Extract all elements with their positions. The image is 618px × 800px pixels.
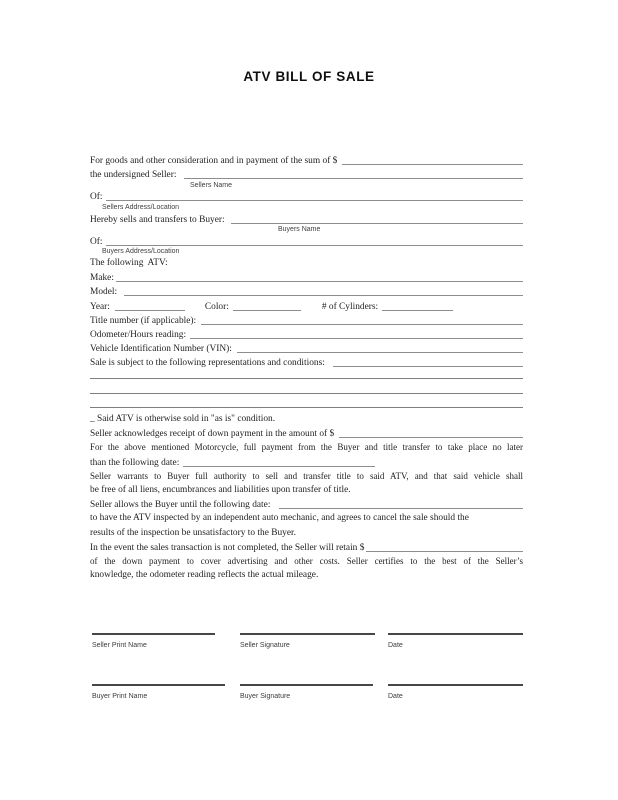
seller-address-caption: Sellers Address/Location bbox=[102, 204, 180, 212]
full-payment-date-field[interactable] bbox=[183, 457, 375, 467]
seller-signature-row bbox=[90, 633, 523, 683]
seller-print-name-cell bbox=[92, 633, 215, 649]
title-number-label: Title number (if applicable): bbox=[90, 315, 197, 326]
conditions-label: Sale is subject to the following representations and conditions: bbox=[90, 358, 325, 369]
sum-amount-field[interactable] bbox=[342, 155, 523, 165]
conditions-line-3-field[interactable] bbox=[90, 384, 523, 394]
title-number-field[interactable] bbox=[201, 315, 523, 325]
inspection-date-field[interactable] bbox=[279, 499, 523, 509]
vin-row bbox=[90, 341, 523, 355]
color-field[interactable] bbox=[233, 301, 301, 311]
as-is-clause: _ Said ATV is otherwise sold in "as is" condition. bbox=[90, 414, 276, 424]
seller-address-field[interactable] bbox=[106, 191, 524, 201]
conditions-line-4-field[interactable] bbox=[90, 398, 523, 408]
buyer-date-line[interactable] bbox=[388, 684, 523, 686]
buyer-address-row bbox=[90, 234, 523, 248]
model-label: Model: bbox=[90, 287, 118, 298]
buyer-of-label: Of: bbox=[90, 236, 103, 247]
down-payment-amount-field[interactable] bbox=[339, 428, 523, 438]
retain-clause-line-2: knowledge, the odometer reading reflects the actual mileage. bbox=[90, 570, 319, 581]
vin-field[interactable] bbox=[237, 343, 523, 353]
conditions-field[interactable] bbox=[333, 357, 523, 367]
buyer-print-name-line[interactable] bbox=[92, 684, 225, 686]
warranty-clause-line-2: be free of all liens, encumbrances and liabilities upon transfer of title. bbox=[90, 484, 351, 495]
title-number-row bbox=[90, 313, 523, 327]
retain-clause-line-1: of the down payment to cover advertising and other costs. Seller certifies to the best of the Seller’s bbox=[90, 555, 523, 566]
buyer-name-row bbox=[90, 212, 523, 226]
odometer-label: Odometer/Hours reading: bbox=[90, 329, 187, 340]
year-field[interactable] bbox=[115, 301, 185, 311]
buyer-signature-cell bbox=[240, 684, 373, 700]
than-date-label: than the following date: bbox=[90, 457, 180, 468]
buyer-address-caption: Buyers Address/Location bbox=[102, 248, 180, 256]
color-label: Color: bbox=[204, 301, 229, 312]
odometer-field[interactable] bbox=[190, 329, 523, 339]
make-row bbox=[90, 270, 523, 284]
seller-date-cell bbox=[388, 633, 523, 649]
buyer-name-field[interactable] bbox=[231, 214, 523, 224]
buyer-name-caption: Buyers Name bbox=[278, 226, 321, 234]
following-atv-heading: The following ATV: bbox=[90, 257, 168, 268]
conditions-extra-line-row bbox=[90, 398, 523, 412]
buyer-signature-line[interactable] bbox=[240, 684, 373, 686]
buyer-signature-label: Buyer Signature bbox=[240, 692, 291, 700]
buyer-print-name-cell bbox=[92, 684, 225, 700]
full-payment-date-row bbox=[90, 455, 523, 469]
buyer-date-cell bbox=[388, 684, 523, 700]
conditions-extra-line-row bbox=[90, 369, 523, 383]
model-row bbox=[90, 284, 523, 298]
seller-name-row bbox=[90, 167, 523, 181]
sum-row bbox=[90, 153, 523, 167]
retain-label: In the event the sales transaction is not completed, the Seller will retain $ bbox=[90, 542, 365, 553]
warranty-clause-line-1: Seller warrants to Buyer full authority to sell and transfer title to said ATV, and that said vehicle shall bbox=[90, 470, 523, 481]
vin-label: Vehicle Identification Number (VIN): bbox=[90, 344, 232, 355]
inspection-clause-line-1: to have the ATV inspected by an independent auto mechanic, and agrees to cancel the sale should the bbox=[90, 513, 469, 524]
odometer-row bbox=[90, 327, 523, 341]
down-payment-row bbox=[90, 426, 523, 440]
conditions-line-2-field[interactable] bbox=[90, 369, 523, 379]
buyer-address-field[interactable] bbox=[106, 236, 524, 246]
cylinders-field[interactable] bbox=[382, 301, 453, 311]
seller-label: the undersigned Seller: bbox=[90, 170, 177, 181]
retain-row bbox=[90, 540, 523, 554]
sum-label: For goods and other consideration and in payment of the sum of $ bbox=[90, 156, 338, 166]
form-body bbox=[90, 153, 523, 582]
make-field[interactable] bbox=[116, 272, 523, 282]
inspection-clause-line-2: results of the inspection be unsatisfactory to the Buyer. bbox=[90, 527, 296, 538]
full-payment-clause-line-1: For the above mentioned Motorcycle, full payment from the Buyer and title transfer to take place no later bbox=[90, 442, 523, 453]
make-label: Make: bbox=[90, 273, 114, 284]
model-field[interactable] bbox=[124, 286, 523, 296]
seller-signature-cell bbox=[240, 633, 375, 649]
retain-amount-field[interactable] bbox=[366, 542, 523, 552]
buyer-date-label: Date bbox=[388, 692, 403, 700]
seller-address-row bbox=[90, 189, 523, 203]
signature-section bbox=[90, 633, 523, 753]
inspection-date-label: Seller allows the Buyer until the following date: bbox=[90, 500, 271, 511]
seller-print-name-label: Seller Print Name bbox=[92, 641, 147, 649]
seller-date-line[interactable] bbox=[388, 633, 523, 635]
down-payment-label: Seller acknowledges receipt of down payment in the amount of $ bbox=[90, 429, 335, 440]
seller-signature-line[interactable] bbox=[240, 633, 375, 635]
cylinders-label: # of Cylinders: bbox=[321, 301, 379, 312]
document-title: ATV BILL OF SALE bbox=[243, 69, 375, 84]
conditions-extra-line-row bbox=[90, 384, 523, 398]
conditions-row bbox=[90, 355, 523, 369]
seller-date-label: Date bbox=[388, 641, 403, 649]
seller-name-caption: Sellers Name bbox=[190, 181, 233, 189]
seller-signature-label: Seller Signature bbox=[240, 641, 290, 649]
seller-of-label: Of: bbox=[90, 192, 103, 203]
seller-name-field[interactable] bbox=[184, 169, 523, 179]
seller-print-name-line[interactable] bbox=[92, 633, 215, 635]
buyer-signature-row bbox=[90, 684, 523, 734]
buyer-print-name-label: Buyer Print Name bbox=[92, 692, 148, 700]
inspection-date-row bbox=[90, 497, 523, 511]
year-color-cylinders-row bbox=[90, 299, 523, 313]
year-label: Year: bbox=[90, 301, 110, 312]
buyer-label: Hereby sells and transfers to Buyer: bbox=[90, 214, 225, 225]
